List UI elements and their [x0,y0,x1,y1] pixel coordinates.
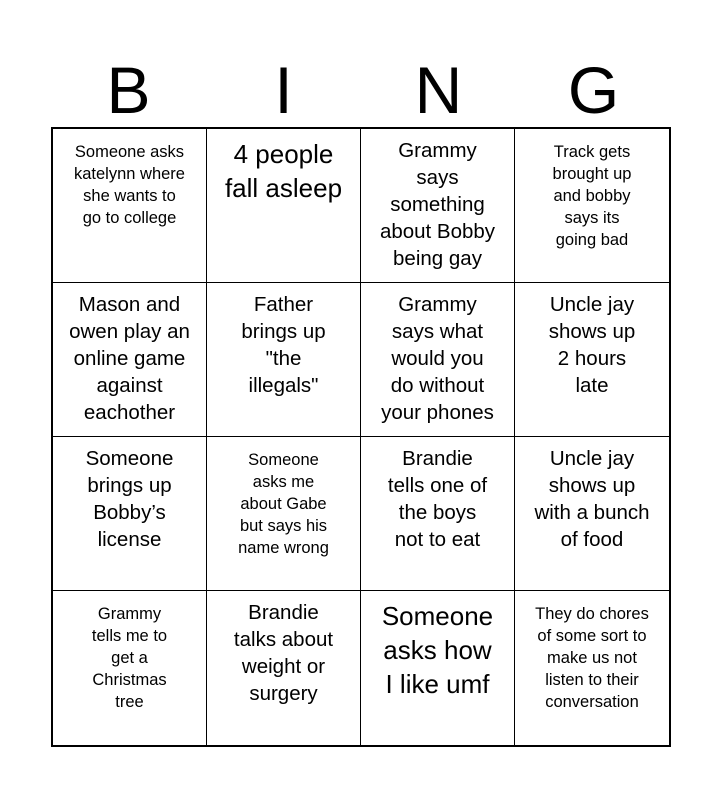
bingo-board [51,127,671,747]
header-letter-b: B [106,53,151,127]
cell-text: Grammy tells me to get a Christmas tree [91,605,168,711]
cell-text: Father brings up "the illegals" [241,293,326,397]
header-letter-i: I [274,53,293,127]
bingo-cell[interactable] [515,283,669,437]
bingo-cell[interactable] [53,129,207,283]
cell-text: Brandie talks about weight or surgery [233,601,334,705]
bingo-cell[interactable] [361,283,515,437]
header-letter-n: N [414,53,463,127]
cell-text: Someone brings up Bobby’s license [85,447,174,551]
bingo-cell[interactable] [207,283,361,437]
cell-text: Mason and owen play an online game against eachother [69,293,190,424]
bingo-cell[interactable] [207,591,361,745]
bingo-cell[interactable] [53,437,207,591]
header-letter-g: G [567,53,620,127]
bingo-cell[interactable] [361,437,515,591]
bingo-cell[interactable] [53,591,207,745]
bingo-cell[interactable] [53,283,207,437]
bingo-cell[interactable] [361,129,515,283]
bingo-cell[interactable] [515,129,669,283]
cell-text: Uncle jay shows up 2 hours late [548,293,636,397]
cell-text: Someone asks katelynn where she wants to go to college [74,143,185,227]
bingo-cell[interactable] [515,437,669,591]
cell-text: Someone asks me about Gabe but says his name wrong [238,451,329,557]
bingo-cell[interactable] [515,591,669,745]
cell-text: Grammy says what would you do without your phones [381,293,494,424]
bingo-cell[interactable] [207,437,361,591]
bingo-header [51,52,671,128]
bingo-cell[interactable] [207,129,361,283]
cell-text: Track gets brought up and bobby says its going bad [552,143,632,249]
cell-text: They do chores of some sort to make us not listen to their conversation [535,605,649,711]
cell-text: 4 people fall asleep [224,139,343,203]
cell-text: Brandie tells one of the boys not to eat [387,447,488,551]
bingo-cell[interactable] [361,591,515,745]
cell-text: Grammy says something about Bobby being gay [379,139,496,270]
cell-text: Someone asks how I like umf [381,601,494,699]
cell-text: Uncle jay shows up with a bunch of food [534,447,650,551]
